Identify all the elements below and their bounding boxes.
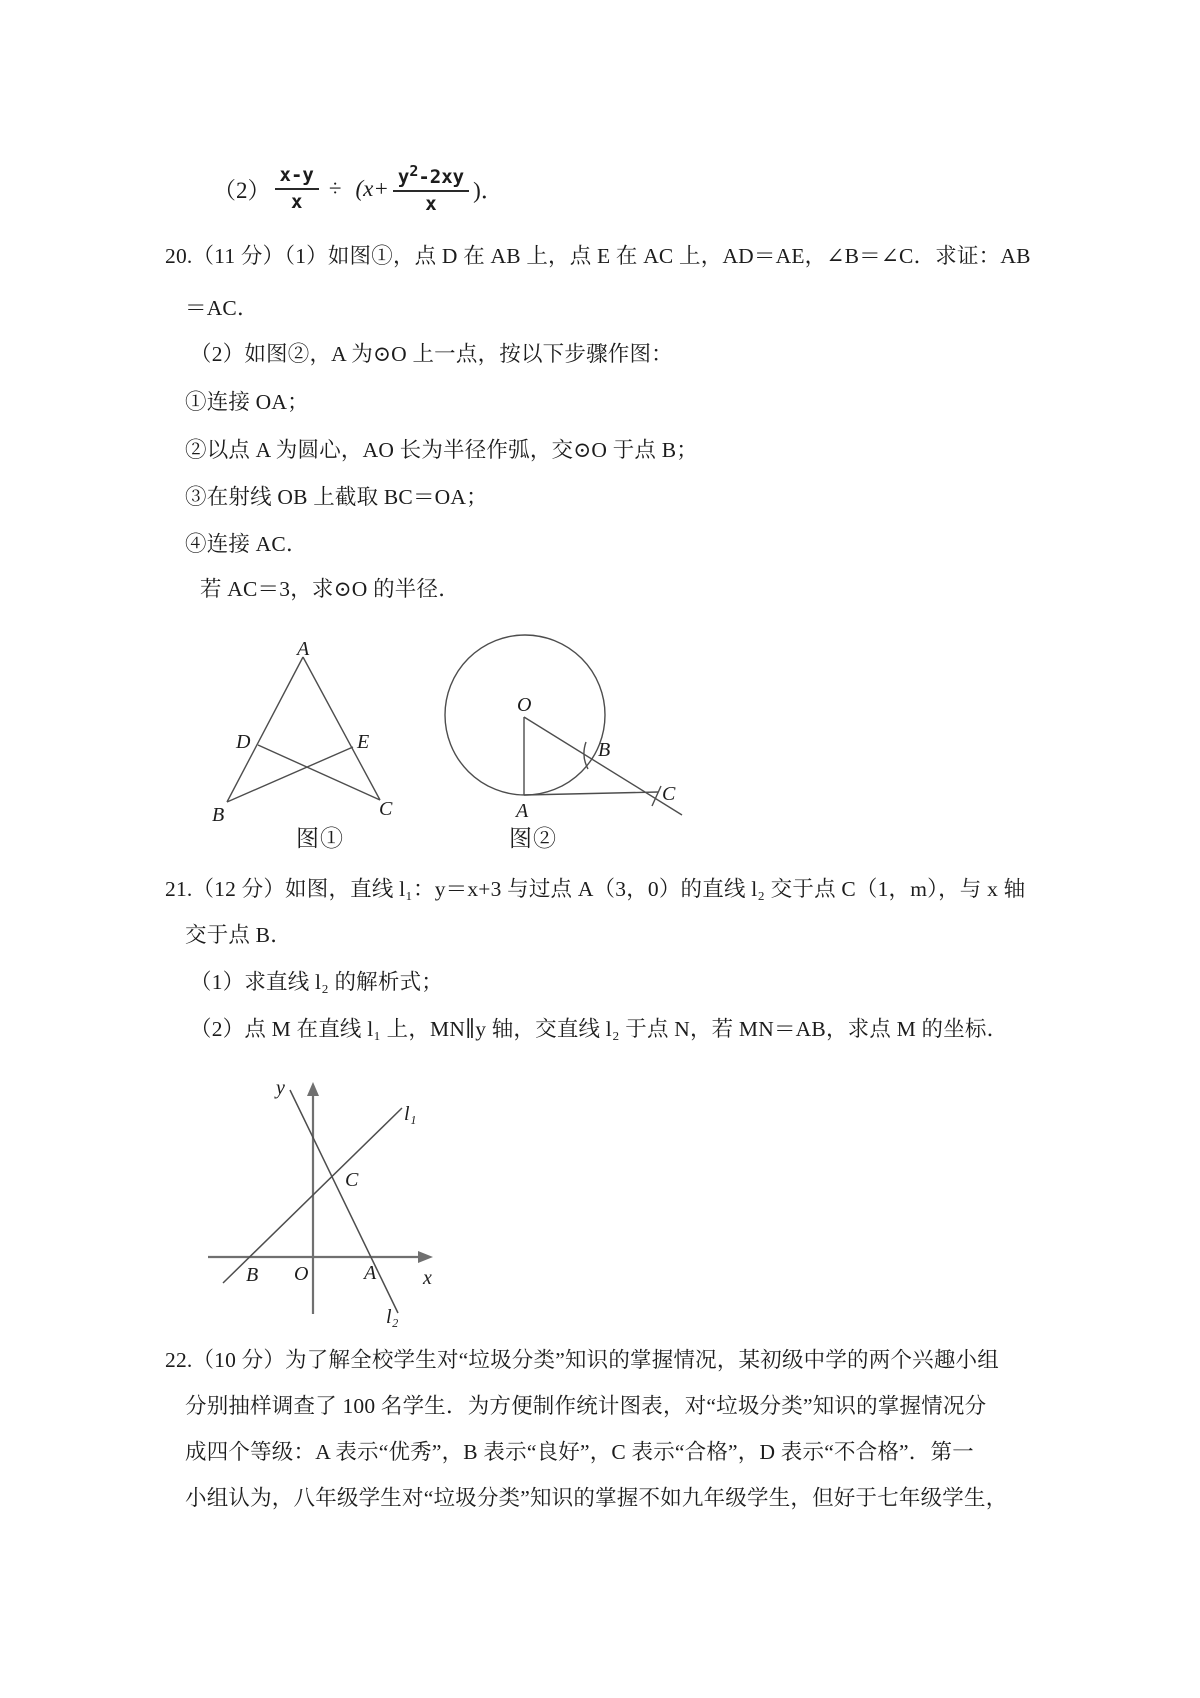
q20-part2-line: （2）如图②，A 为⊙O 上一点，按以下步骤作图： <box>190 342 673 366</box>
figure-1-triangle <box>205 640 405 830</box>
figure-2-circle <box>440 620 695 825</box>
x-axis-arrow <box>418 1251 433 1263</box>
graph-label-l1: l₁ <box>404 1103 417 1125</box>
formula-expression <box>213 162 504 215</box>
q20-stem-line-1: 20.（11 分）（1）如图①，点 D 在 AB 上，点 E 在 AC 上，AD＝AE，∠B＝∠C．求证：AB <box>165 244 1031 268</box>
fraction-1-numerator: x-y <box>275 164 319 190</box>
fraction-1-denominator: x <box>290 191 303 213</box>
segment-ab <box>227 657 303 802</box>
graph-label-o: O <box>294 1263 309 1285</box>
graph-label-c: C <box>345 1169 359 1191</box>
fraction-2-denominator: x <box>425 193 437 215</box>
fig1-label-c: C <box>379 798 393 820</box>
segment-eb <box>227 747 353 802</box>
fig1-label-b: B <box>212 804 225 826</box>
q22-stem-line-4: 小组认为，八年级学生对“垃圾分类”知识的掌握不如九年级学生，但好于七年级学生， <box>185 1486 1008 1510</box>
tick-mark-c <box>652 786 661 806</box>
q20-step-2: ②以点 A 为圆心，AO 长为半径作弧，交⊙O 于点 B； <box>185 438 698 462</box>
open-paren: ( <box>355 175 364 201</box>
q21-part-1: （1）求直线 l₂ 的解析式； <box>190 970 443 994</box>
graph-label-x: x <box>423 1267 432 1289</box>
q21-stem-line-2: 交于点 B． <box>185 923 292 947</box>
close-paren: )． <box>473 178 504 203</box>
divide-operator: ÷ <box>328 175 342 201</box>
fraction-1 <box>275 164 319 213</box>
fig2-label-o: O <box>517 694 532 716</box>
fraction-2-numerator <box>393 162 469 192</box>
f2-num-exponent: 2 <box>409 162 419 180</box>
q20-stem-line-2: ＝AC． <box>185 296 259 320</box>
f2-num-rest: -2xy <box>418 166 465 188</box>
q20-step-1: ①连接 OA； <box>185 390 309 414</box>
fig2-label-b: B <box>598 739 611 761</box>
figure-2-caption: 图② <box>509 826 557 851</box>
figure-1-caption: 图① <box>296 826 344 851</box>
fig1-label-a: A <box>297 640 310 660</box>
q20-step-3: ③在射线 OB 上截取 BC＝OA； <box>185 485 488 509</box>
fig1-label-d: D <box>236 731 251 753</box>
q20-step-4: ④连接 AC． <box>185 532 308 556</box>
q22-stem-line-1: 22.（10 分）为了解全校学生对“垃圾分类”知识的掌握情况，某初级中学的两个兴趣小组 <box>165 1348 999 1372</box>
x-plus-term: x+ <box>363 175 389 201</box>
q21-stem-line-1: 21.（12 分）如图，直线 l₁：y＝x+3 与过点 A（3，0）的直线 l₂ 交于点 C（1，m），与 x 轴 <box>165 877 1026 901</box>
fig2-label-c: C <box>662 783 676 805</box>
q20-question-line: 若 AC＝3，求⊙O 的半径． <box>200 577 460 601</box>
graph-label-a: A <box>364 1262 377 1284</box>
graph-label-l2: l₂ <box>386 1306 399 1328</box>
q21-part-2: （2）点 M 在直线 l₁ 上，MN∥y 轴，交直线 l₂ 于点 N，若 MN＝AB，求点 M 的坐标． <box>190 1017 1009 1041</box>
y-axis-arrow <box>307 1082 319 1096</box>
segment-dc <box>258 745 380 800</box>
q22-stem-line-3: 成四个等级：A 表示“优秀”，B 表示“良好”，C 表示“合格”，D 表示“不合格”．第一 <box>185 1440 974 1464</box>
graph-label-y: y <box>276 1078 285 1099</box>
segment-ac <box>303 657 380 800</box>
fig2-label-a: A <box>516 800 529 822</box>
fraction-2 <box>393 162 469 215</box>
formula-item-label: （2） <box>213 178 271 203</box>
fig1-label-e: E <box>357 731 370 753</box>
graph-label-b: B <box>246 1264 259 1286</box>
figure-3-graph <box>190 1078 490 1328</box>
f2-num-base: y <box>397 166 410 188</box>
q22-stem-line-2: 分别抽样调查了 100 名学生．为方便制作统计图表，对“垃圾分类”知识的掌握情况分 <box>185 1394 987 1418</box>
